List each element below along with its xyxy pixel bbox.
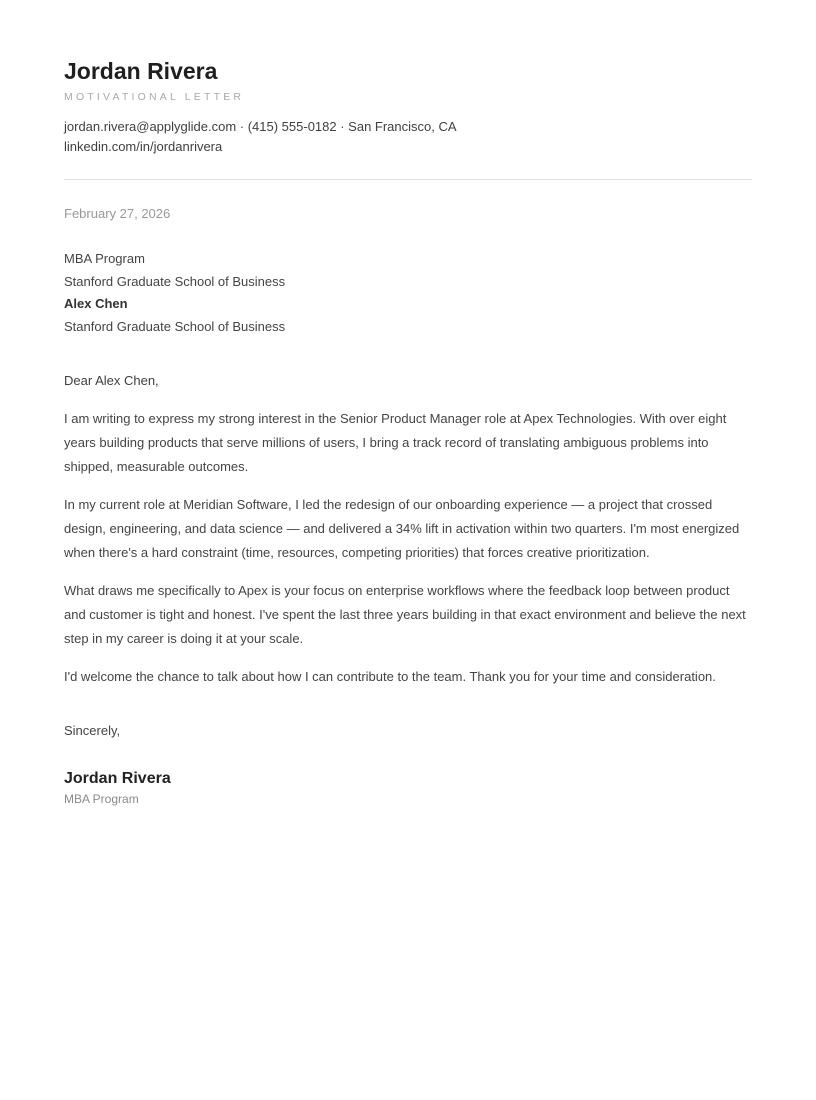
body-paragraph-1: I am writing to express my strong interest in the Senior Product Manager role at Apex Technologies. With over eight years building products that serve millions of users, I bring a track record of translating ambiguous problems into shipped, measurable outcomes. (64, 411, 727, 475)
recipient-school-line: Stanford Graduate School of Business (64, 273, 286, 289)
salutation: Dear Alex Chen, (64, 373, 159, 389)
signature-name: Jordan Rivera (64, 770, 171, 788)
letter-date: February 27, 2026 (64, 206, 171, 222)
recipient-block (64, 248, 752, 338)
recipient-program-line: MBA Program (64, 251, 145, 267)
body-paragraph-3: What draws me specifically to Apex is your focus on enterprise workflows where the feedback loop between product and customer is tight and honest. I've spent the last three years building in that exact environment and believe the next step in my career is doing it at your scale. (64, 583, 746, 647)
letter-header (64, 58, 752, 157)
linkedin-line: linkedin.com/in/jordanrivera (64, 139, 223, 155)
body-paragraph-2: In my current role at Meridian Software, I led the redesign of our onboarding experience — a project that crossed design, engineering, and data science — and delivered a 34% lift in activation within two quarters. I'm most energized when there's a hard constraint (time, resources, competing priorities) that forces creative prioritization. (64, 497, 740, 561)
contact-info-line: jordan.rivera@applyglide.com · (415) 555-0182 · San Francisco, CA (64, 119, 457, 135)
recipient-school-line-2: Stanford Graduate School of Business (64, 318, 286, 334)
author-name-heading: Jordan Rivera (64, 58, 218, 84)
document-type-label: MOTIVATIONAL LETTER (64, 91, 245, 104)
body-paragraph-4: I'd welcome the chance to talk about how I can contribute to the team. Thank you for your time and consideration. (64, 669, 716, 685)
signature-title: MBA Program (64, 792, 139, 807)
closing-line: Sincerely, (64, 723, 121, 739)
header-divider (64, 179, 752, 180)
recipient-contact-name: Alex Chen (64, 296, 128, 312)
